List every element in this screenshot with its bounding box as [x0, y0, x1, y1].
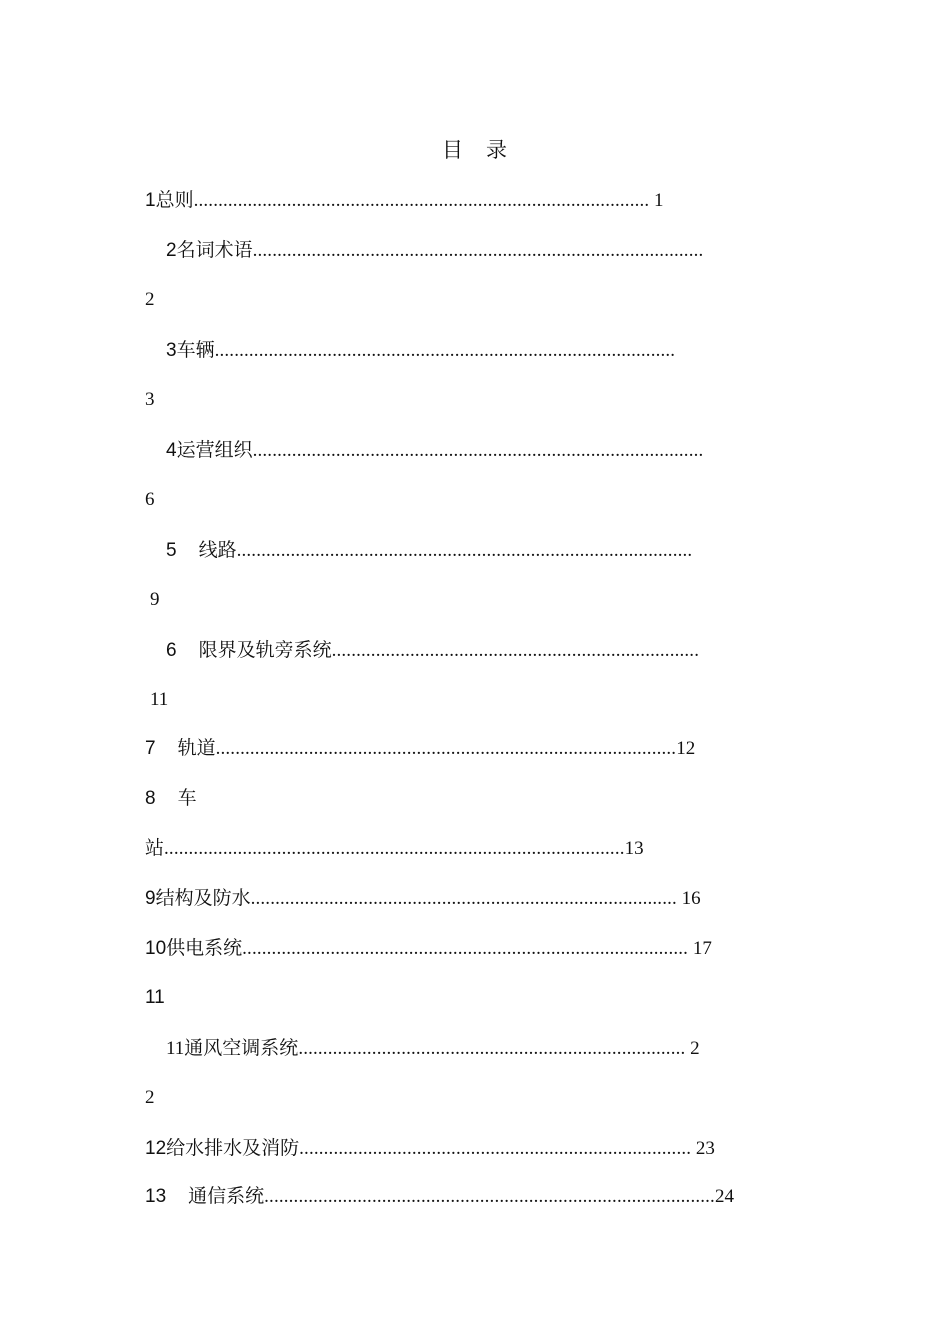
toc-leader-dots: ........................................................................... — [331, 640, 700, 661]
toc-entry-number: 2 — [166, 240, 177, 261]
toc-entry-number: 6 — [166, 640, 177, 661]
toc-entry[interactable] — [145, 933, 712, 963]
toc-entry-title: 轨道 — [177, 737, 216, 759]
toc-entry-number: 11 — [145, 987, 165, 1008]
toc-leader-dots: .............................................................................................. — [214, 340, 676, 361]
toc-entry-page: 2 — [145, 1087, 155, 1108]
toc-entry[interactable] — [145, 185, 664, 215]
toc-entry-title: 供电系统 — [166, 937, 243, 959]
toc-entry-title: 通风空调系统 — [184, 1037, 299, 1059]
toc-entry[interactable] — [166, 535, 692, 565]
toc-entry-number: 11 — [166, 1038, 185, 1059]
toc-entry[interactable] — [145, 833, 644, 863]
toc-entry-title: 给水排水及消防 — [166, 1137, 300, 1159]
toc-entry-page: 16 — [676, 888, 701, 909]
toc-entry-number: 7 — [145, 738, 156, 759]
toc-entry-number: 12 — [145, 1138, 167, 1159]
toc-entry-page: 1 — [649, 190, 664, 211]
toc-entry-title: 总则 — [155, 189, 194, 211]
toc-entry-title: 运营组织 — [176, 439, 253, 461]
toc-entry[interactable] — [145, 733, 695, 763]
toc-leader-dots: .............................................................................................. — [164, 838, 625, 859]
toc-title: 目 录 — [442, 138, 508, 162]
toc-leader-dots: ............................................................................................. — [193, 190, 650, 211]
toc-entry[interactable] — [166, 235, 703, 265]
toc-leader-dots: ............................................................................................ — [264, 1186, 715, 1207]
toc-entry-title: 站 — [145, 837, 165, 859]
toc-entry[interactable] — [145, 1181, 734, 1211]
toc-entry-page: 17 — [688, 938, 712, 959]
toc-entry[interactable] — [166, 635, 699, 665]
toc-entry-page: 13 — [624, 838, 644, 859]
toc-entry-page: 6 — [145, 489, 155, 510]
toc-entry-page-wrap[interactable] — [145, 485, 155, 515]
toc-entry-page-wrap[interactable] — [150, 585, 160, 615]
toc-leader-dots: ........................................................................................... — [242, 938, 689, 959]
toc-entry[interactable] — [145, 783, 197, 813]
toc-entry-page-wrap[interactable] — [145, 385, 155, 415]
toc-entry-page-wrap[interactable] — [145, 1083, 155, 1113]
toc-entry[interactable] — [166, 335, 675, 365]
toc-entry-number: 4 — [166, 440, 177, 461]
toc-entry-title: 名词术语 — [176, 239, 253, 261]
toc-entry-page-wrap[interactable] — [145, 285, 155, 315]
toc-entry-title: 车辆 — [176, 339, 215, 361]
toc-entry-title: 限界及轨旁系统 — [198, 639, 332, 661]
toc-entry-page: 12 — [676, 738, 696, 759]
toc-entry-page: 3 — [145, 389, 155, 410]
toc-leader-dots: ............................................................................................ — [252, 240, 704, 261]
toc-entry-page: 11 — [150, 689, 169, 710]
toc-entry[interactable] — [166, 435, 703, 465]
toc-entry[interactable] — [145, 1133, 715, 1163]
toc-leader-dots: ............................................................................................ — [252, 440, 704, 461]
toc-entry-title: 车 — [177, 787, 197, 809]
toc-entry-page: 2 — [685, 1038, 700, 1059]
toc-entry-page: 23 — [691, 1138, 715, 1159]
toc-entry-page-wrap[interactable] — [150, 685, 168, 715]
toc-leader-dots: ............................................................................... — [298, 1038, 686, 1059]
toc-entry[interactable] — [145, 983, 165, 1013]
toc-entry-number: 13 — [145, 1186, 167, 1207]
toc-entry-number: 3 — [166, 340, 177, 361]
toc-entry[interactable] — [145, 883, 701, 913]
toc-entry-number: 5 — [166, 540, 177, 561]
toc-entry-number: 10 — [145, 938, 167, 959]
toc-leader-dots: .............................................................................................. — [215, 738, 677, 759]
toc-entry-number: 9 — [145, 888, 156, 909]
toc-entry-page: 24 — [714, 1186, 734, 1207]
toc-entry-number: 1 — [145, 190, 156, 211]
toc-entry-title: 通信系统 — [188, 1185, 265, 1207]
toc-entry-page: 2 — [145, 289, 155, 310]
toc-entry-page: 9 — [150, 589, 160, 610]
toc-entry[interactable] — [166, 1033, 700, 1063]
toc-entry-title: 线路 — [198, 539, 237, 561]
toc-leader-dots: ................................................................................ — [299, 1138, 692, 1159]
toc-entry-title: 结构及防水 — [155, 887, 251, 909]
toc-entry-number: 8 — [145, 788, 156, 809]
toc-leader-dots: ....................................................................................... — [250, 888, 677, 909]
toc-leader-dots: ............................................................................................. — [236, 540, 693, 561]
